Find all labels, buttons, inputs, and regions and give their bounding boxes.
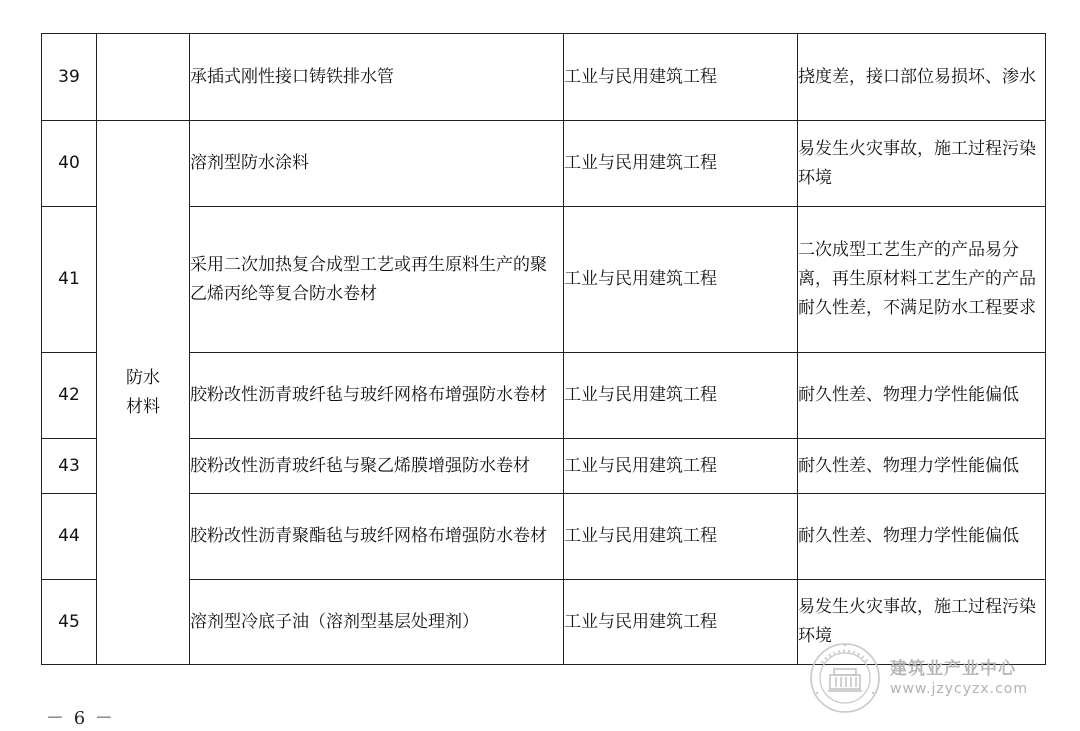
row-number: 42 — [42, 353, 97, 439]
category-label: 防水材料 — [126, 367, 160, 417]
product-name: 胶粉改性沥青聚酯毡与玻纤网格布增强防水卷材 — [190, 494, 564, 580]
table-row — [42, 34, 1046, 121]
watermark — [808, 641, 1038, 717]
page-number: － 6 － — [46, 708, 115, 729]
row-number: 41 — [42, 207, 97, 353]
product-name: 承插式刚性接口铸铁排水管 — [190, 34, 564, 121]
row-number: 43 — [42, 439, 97, 494]
application-scope: 工业与民用建筑工程 — [564, 121, 798, 207]
application-scope: 工业与民用建筑工程 — [564, 353, 798, 439]
application-scope: 工业与民用建筑工程 — [564, 494, 798, 580]
restriction-reason: 二次成型工艺生产的产品易分离，再生原材料工艺生产的产品耐久性差，不满足防水工程要求 — [798, 207, 1046, 353]
watermark-title: 建筑业产业中心 — [890, 659, 1016, 679]
row-number: 45 — [42, 580, 97, 665]
restriction-reason: 耐久性差、物理力学性能偏低 — [798, 494, 1046, 580]
table-row — [42, 494, 1046, 580]
product-name: 溶剂型冷底子油（溶剂型基层处理剂） — [190, 580, 564, 665]
restriction-reason: 易发生火灾事故，施工过程污染环境 — [798, 580, 1046, 665]
row-number: 40 — [42, 121, 97, 207]
product-name: 胶粉改性沥青玻纤毡与聚乙烯膜增强防水卷材 — [190, 439, 564, 494]
application-scope: 工业与民用建筑工程 — [564, 580, 798, 665]
watermark-url: www.jzycyzx.com — [890, 681, 1029, 697]
product-name: 采用二次加热复合成型工艺或再生原料生产的聚乙烯丙纶等复合防水卷材 — [190, 207, 564, 353]
application-scope: 工业与民用建筑工程 — [564, 34, 798, 121]
row-number: 44 — [42, 494, 97, 580]
restriction-reason: 挠度差，接口部位易损坏、渗水 — [798, 34, 1046, 121]
materials-table — [41, 33, 1046, 665]
table-row — [42, 207, 1046, 353]
restriction-reason: 易发生火灾事故，施工过程污染环境 — [798, 121, 1046, 207]
restriction-reason: 耐久性差、物理力学性能偏低 — [798, 439, 1046, 494]
application-scope: 工业与民用建筑工程 — [564, 207, 798, 353]
table-row — [42, 439, 1046, 494]
restriction-reason: 耐久性差、物理力学性能偏低 — [798, 353, 1046, 439]
row-number: 39 — [42, 34, 97, 121]
table-row — [42, 353, 1046, 439]
table-row — [42, 121, 1046, 207]
category-cell-empty — [97, 34, 190, 121]
seal-logo-icon — [808, 641, 882, 715]
application-scope: 工业与民用建筑工程 — [564, 439, 798, 494]
product-name: 溶剂型防水涂料 — [190, 121, 564, 207]
category-cell — [97, 121, 190, 665]
product-name: 胶粉改性沥青玻纤毡与玻纤网格布增强防水卷材 — [190, 353, 564, 439]
